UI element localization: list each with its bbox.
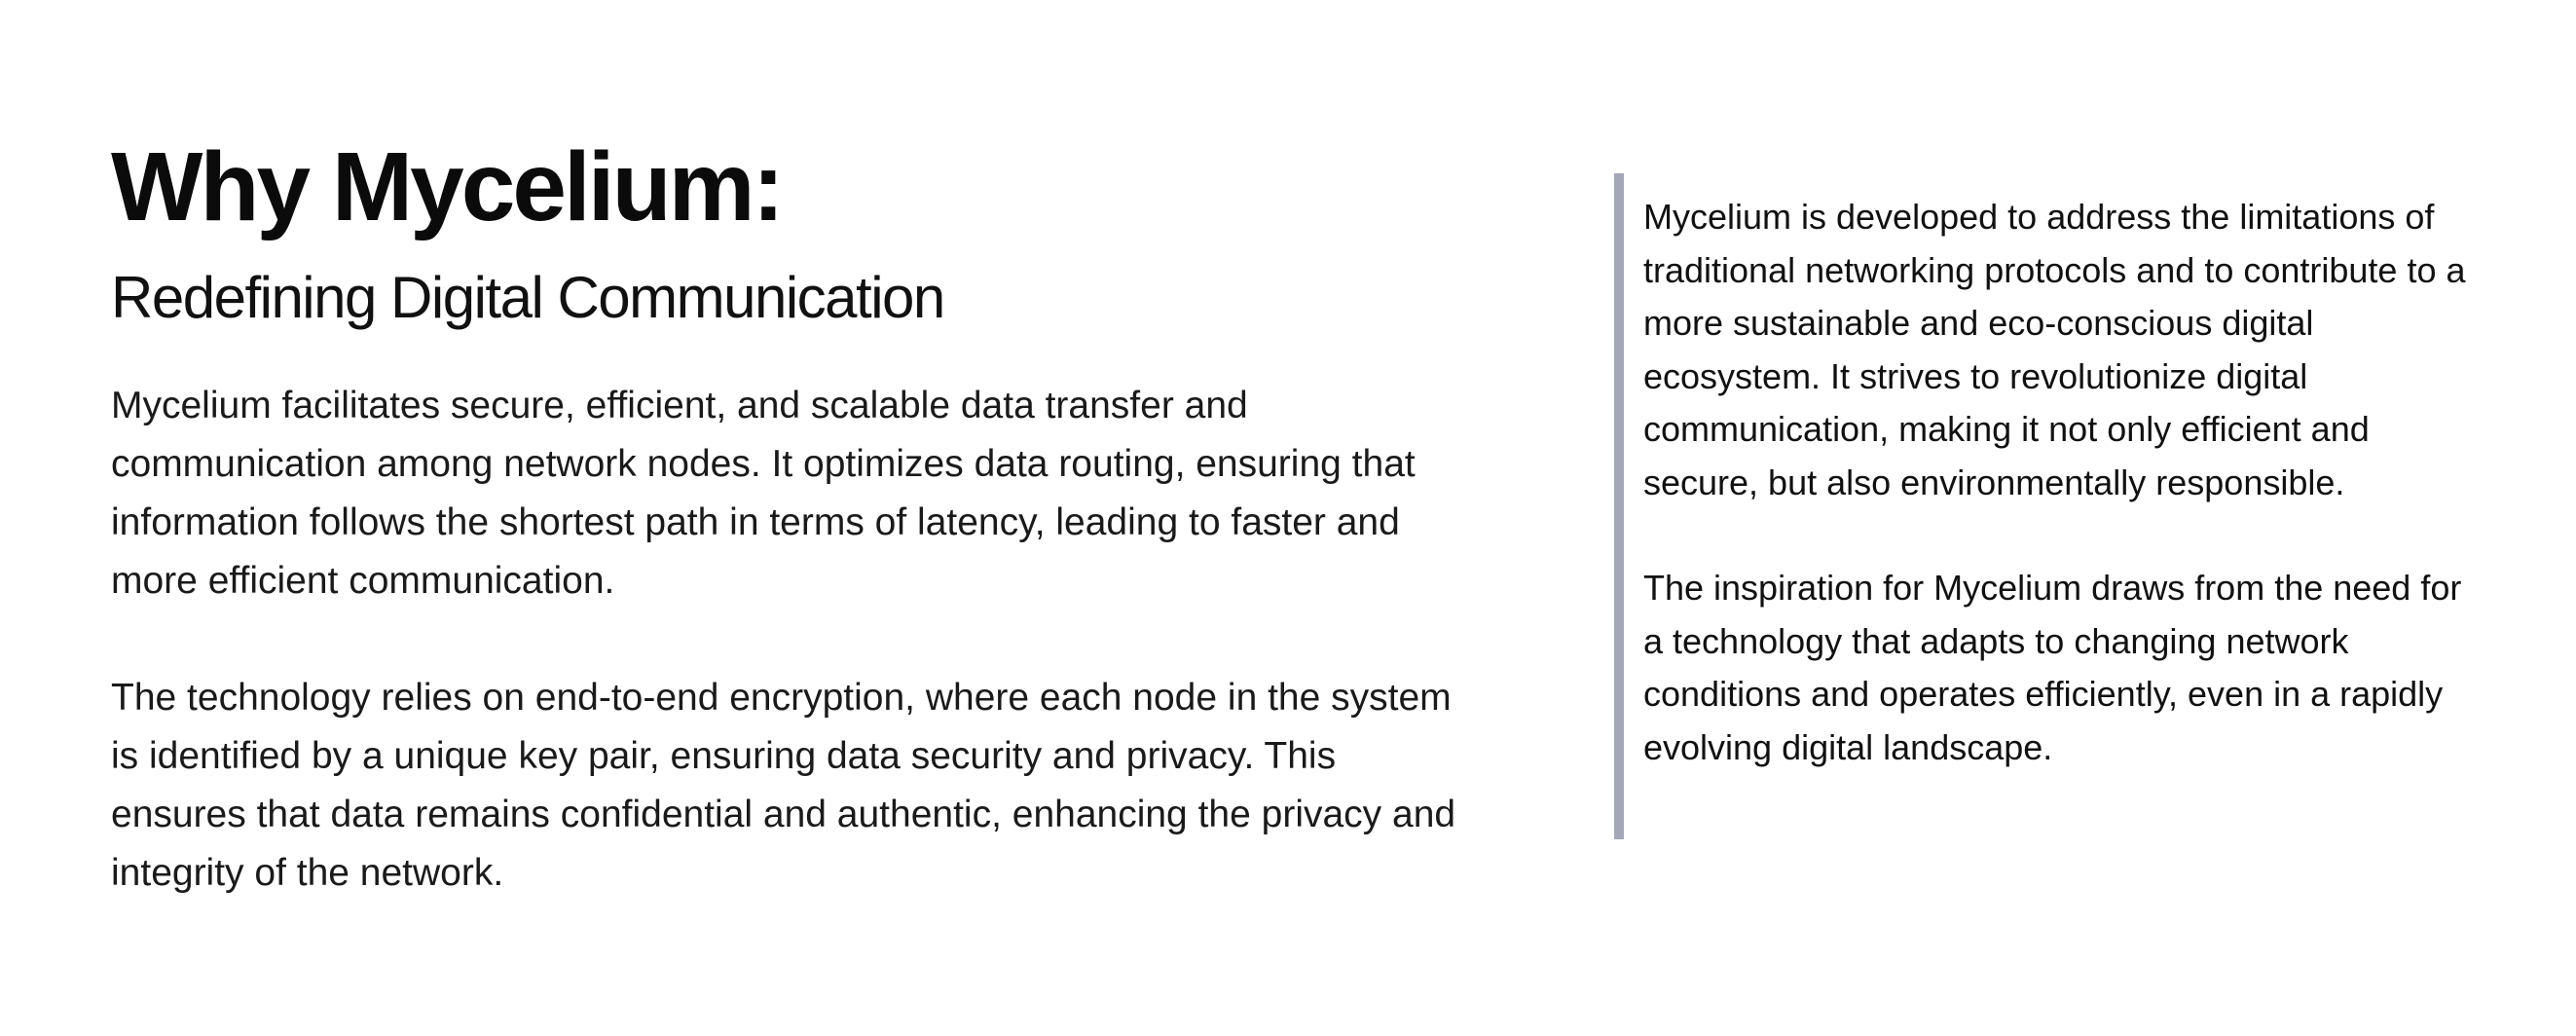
page-subtitle: Redefining Digital Communication [111, 265, 944, 330]
aside-paragraph-inspiration: The inspiration for Mycelium draws from the need for a technology that adapts to changing network conditions and operates efficiently, even in a rapidly evolving digital landscape. [1643, 568, 2462, 767]
main-content [111, 132, 1474, 903]
page-title: Why Mycelium: [111, 132, 782, 241]
aside-paragraph-purpose: Mycelium is developed to address the limitations of traditional networking protocols and to contribute to a more sustainable and eco-conscious digital ecosystem. It strives to revolutionize digital communication, making it not only efficient and secure, but also environmentally responsible. [1643, 197, 2466, 502]
intro-paragraph: Mycelium facilitates secure, efficient, and scalable data transfer and communication among network nodes. It optimizes data routing, ensuring that information follows the shortest path in terms of latency, leading to faster and more efficient communication. [111, 385, 1416, 602]
encryption-paragraph: The technology relies on end-to-end encryption, where each node in the system is identified by a unique key pair, ensuring data security and privacy. This ensures that data remains confidential and authentic, enhancing the privacy and integrity of the network. [111, 677, 1456, 894]
blockquote-aside [1614, 173, 2471, 839]
